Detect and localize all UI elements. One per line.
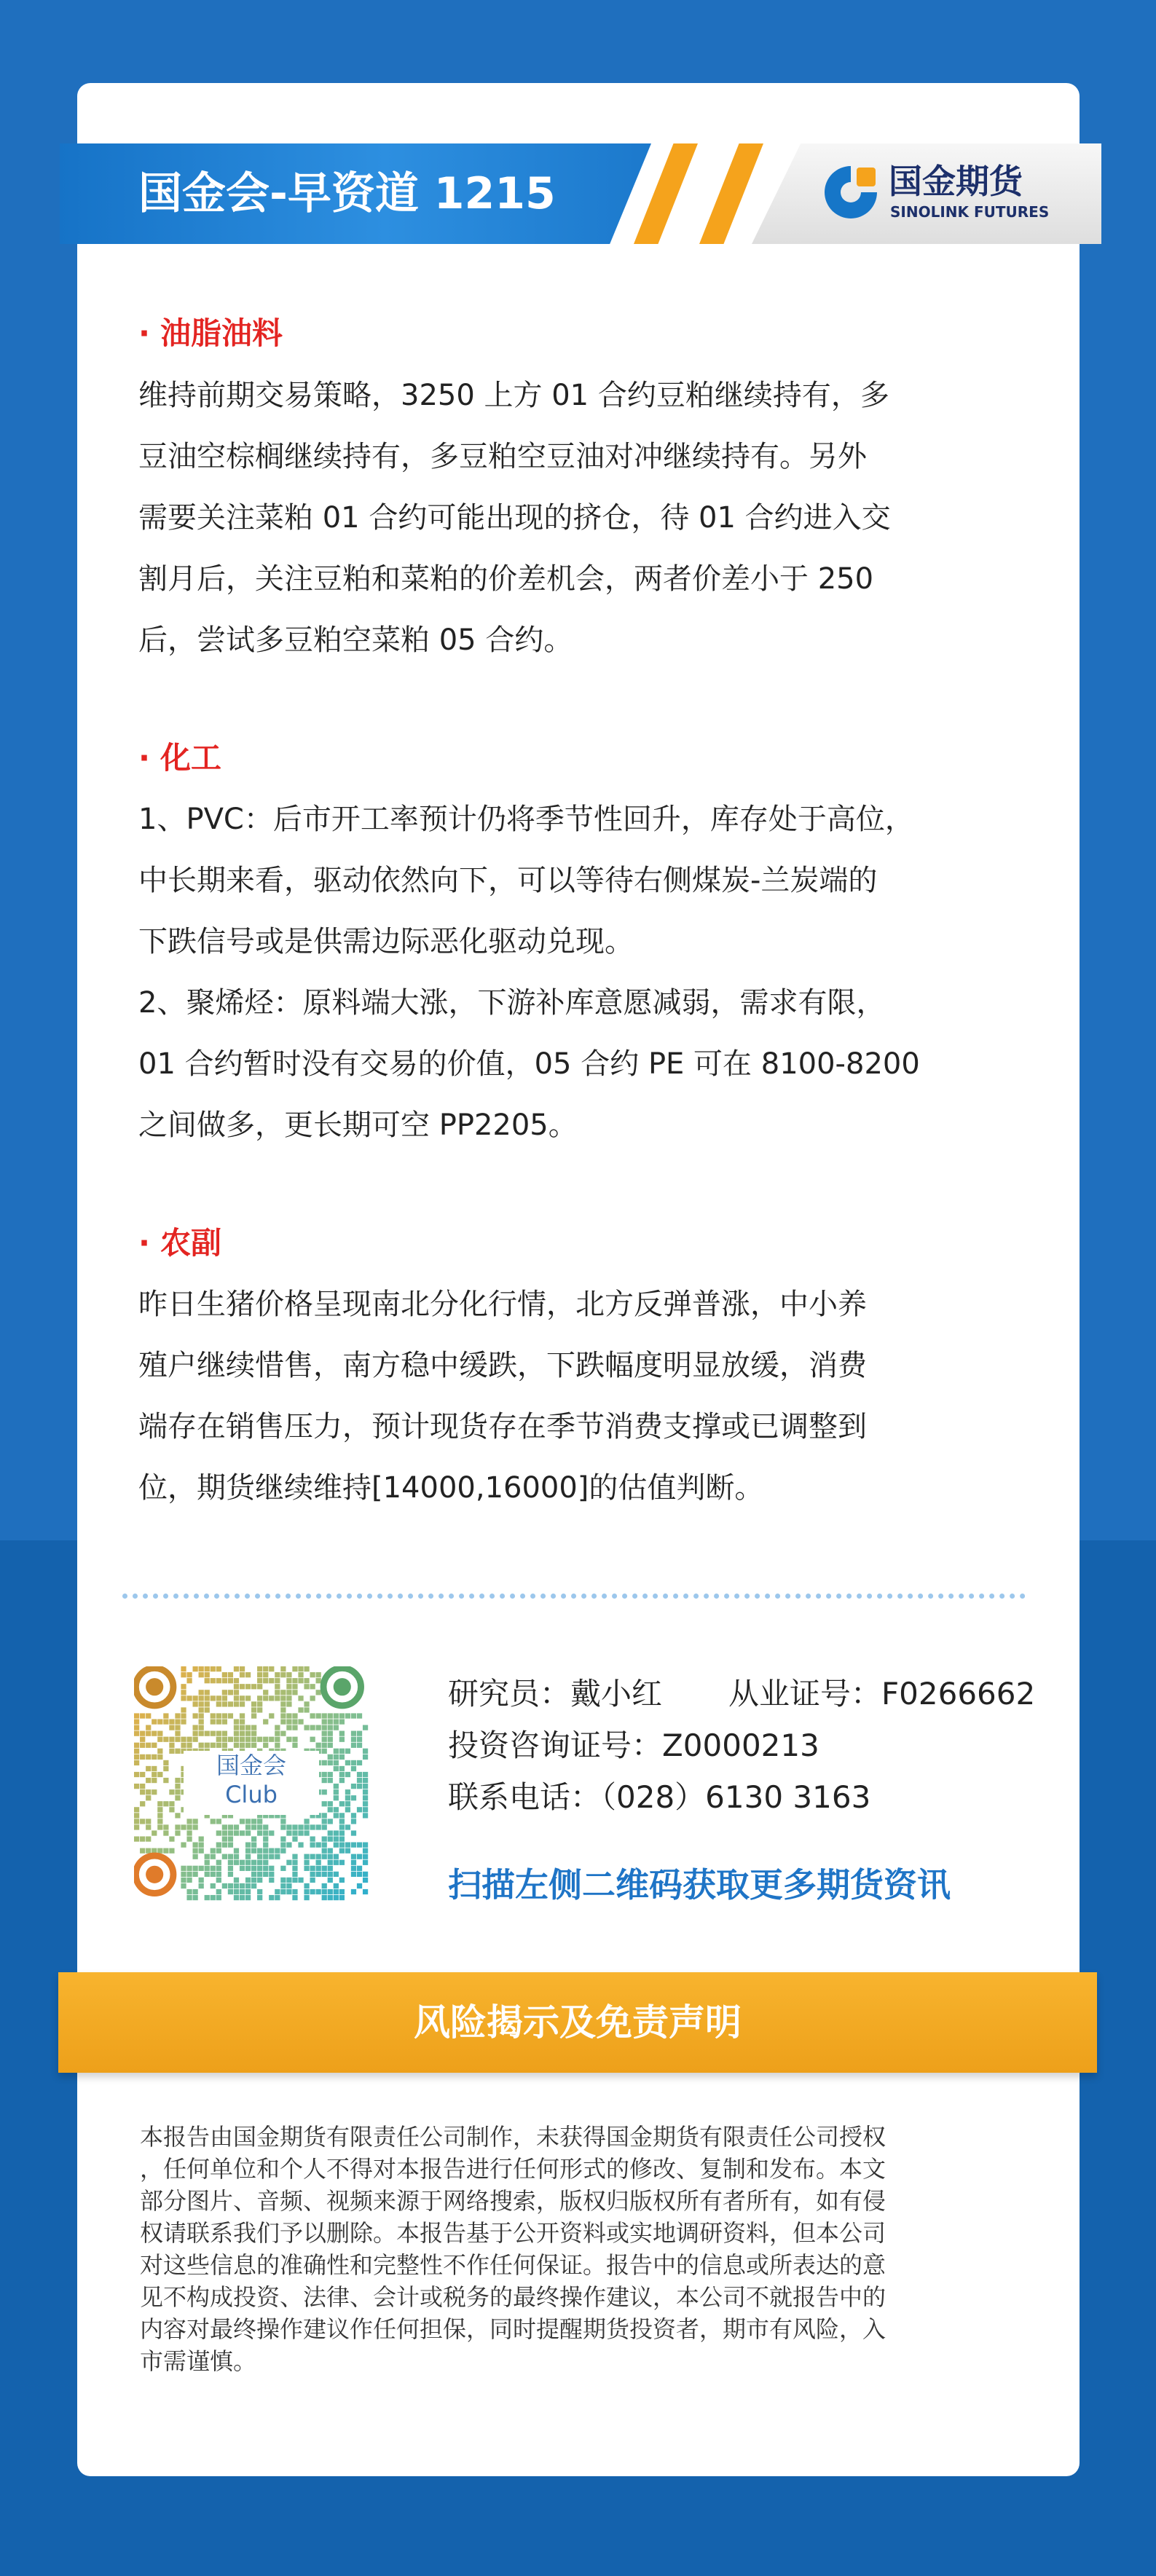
researcher-name: 研究员：戴小红 (448, 1676, 663, 1712)
body-line: 维持前期交易策略，3250 上方 01 合约豆粕继续持有，多 (138, 379, 889, 412)
body-line: 需要关注菜粕 01 合约可能出现的挤仓，待 01 合约进入交 (138, 501, 891, 535)
disclaimer-line: 内容对最终操作建议作任何担保，同时提醒期货投资者，期市有风险，入 (140, 2315, 886, 2343)
section-heading-agri (138, 1223, 221, 1264)
license-number: 从业证号：F0266662 (728, 1676, 1036, 1712)
section-heading-oils (138, 313, 283, 354)
risk-disclosure-banner (58, 1972, 1097, 2073)
qr-label-line1: 国金会 (216, 1752, 286, 1779)
bullet: · (138, 1225, 150, 1261)
qr-center-label (184, 1751, 319, 1815)
body-line: 豆油空棕榈继续持有，多豆粕空豆油对冲继续持有。另外 (138, 440, 867, 473)
body-line: 位，期货继续维持[14000,16000]的估值判断。 (138, 1471, 764, 1505)
body-line: 1、PVC：后市开工率预计仍将季节性回升，库存处于高位， (138, 803, 914, 836)
disclaimer-line: 见不构成投资、法律、会计或税务的最终操作建议，本公司不就报告中的 (140, 2283, 886, 2311)
body-line: 2、聚烯烃：原料端大涨，下游补库意愿减弱，需求有限， (138, 986, 886, 1020)
logo-english-text: SINOLINK FUTURES (890, 203, 1050, 221)
sinolink-logo-icon (820, 162, 881, 223)
body-line: 殖户继续惜售，南方稳中缓跌，下跌幅度明显放缓，消费 (138, 1349, 867, 1382)
body-line: 端存在销售压力，预计现货存在季节消费支撑或已调整到 (138, 1410, 867, 1443)
disclaimer-line: 权请联系我们予以删除。本报告基于公开资料或实地调研资料，但本公司 (140, 2219, 886, 2247)
logo-chinese-text: 国金期货 (889, 162, 1023, 201)
body-line: 01 合约暂时没有交易的价值，05 合约 PE 可在 8100-8200 (138, 1047, 920, 1081)
body-line: 下跌信号或是供需边际恶化驱动兑现。 (138, 925, 634, 958)
dotted-divider (122, 1594, 1026, 1599)
contact-phone: 联系电话：（028）6130 3163 (448, 1779, 871, 1815)
body-line: 后，尝试多豆粕空菜粕 05 合约。 (138, 623, 573, 657)
bullet: · (138, 740, 150, 776)
body-line: 割月后，关注豆粕和菜粕的价差机会，两者价差小于 250 (138, 562, 874, 596)
page-title: 国金会-早资道 1215 (138, 168, 556, 219)
disclaimer-line: 部分图片、音频、视频来源于网络搜索，版权归版权所有者所有，如有侵 (140, 2187, 886, 2215)
section-heading-text: 油脂油料 (160, 315, 283, 351)
disclaimer-line: 市需谨慎。 (140, 2347, 257, 2375)
section-heading-chemicals (138, 738, 221, 779)
disclaimer-line: ，任何单位和个人不得对本报告进行任何形式的修改、复制和发布。本文 (140, 2155, 886, 2183)
advisory-number: 投资咨询证号：Z0000213 (448, 1728, 819, 1763)
qr-label-line2: Club (225, 1781, 278, 1808)
scan-prompt: 扫描左侧二维码获取更多期货资讯 (448, 1865, 951, 1905)
body-line: 中长期来看，驱动依然向下，可以等待右侧煤炭-兰炭端的 (138, 864, 878, 897)
section-heading-text: 化工 (160, 740, 221, 776)
bullet: · (138, 315, 150, 351)
risk-disclosure-title: 风险揭示及免责声明 (414, 2001, 742, 2044)
body-line: 之间做多，更长期可空 PP2205。 (138, 1108, 578, 1142)
disclaimer-line: 本报告由国金期货有限责任公司制作，未获得国金期货有限责任公司授权 (140, 2123, 886, 2151)
section-heading-text: 农副 (160, 1225, 221, 1261)
body-line: 昨日生猪价格呈现南北分化行情，北方反弹普涨，中小养 (138, 1288, 867, 1321)
disclaimer-line: 对这些信息的准确性和完整性不作任何保证。报告中的信息或所表达的意 (140, 2251, 886, 2279)
